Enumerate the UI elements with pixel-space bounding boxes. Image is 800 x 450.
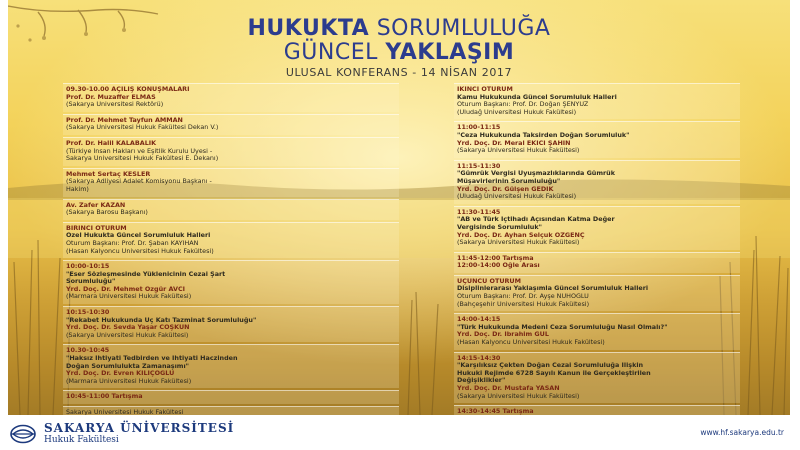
program-line: Av. Zafer KAZAN bbox=[66, 201, 126, 209]
program-line: 10:00-10:15 bbox=[66, 263, 110, 271]
program-line: Oturum Başkanı: Prof. Dr. Doğan ŞENYÜZ bbox=[457, 101, 589, 109]
conference-subtitle: ULUSAL KONFERANS - 14 NİSAN 2017 bbox=[285, 66, 513, 79]
program-line: 14:00-14:15 bbox=[457, 316, 501, 324]
program-line: 09.30-10.00 AÇILIŞ KONUŞMALARI bbox=[66, 86, 190, 93]
program-line: Yrd. Doç. Dr. Ayhan Selçuk ÖZGENÇ bbox=[457, 231, 585, 239]
program-block bbox=[63, 168, 399, 197]
program-block bbox=[63, 260, 399, 304]
program-block bbox=[454, 352, 740, 404]
program-block bbox=[454, 275, 740, 311]
title-word-sorumluluga: SORUMLULUĞA bbox=[369, 16, 551, 41]
program-line: ÜÇÜNCÜ OTURUM bbox=[457, 277, 521, 285]
program-right-column bbox=[454, 83, 740, 415]
program-block bbox=[63, 199, 399, 220]
program-line: Prof. Dr. Mehmet Tayfun AMMAN bbox=[66, 116, 183, 124]
program-line: "Ceza Hukukunda Taksirden Doğan Sorumluluk" bbox=[457, 131, 630, 139]
program-line: (Sakarya Üniversitesi Hukuk Fakültesi) bbox=[66, 331, 189, 339]
program-line: Yrd. Doç. Dr. Meral EKİCİ ŞAHİN bbox=[457, 139, 571, 147]
program-line: (Sakarya Adliyesi Adalet Komisyonu Başkanı - bbox=[66, 178, 212, 186]
program-line: Hukuki Rejimde 6728 Sayılı Kanun ile Gerçekleştirilen bbox=[457, 369, 651, 377]
program-line: Özel Hukukta Güncel Sorumluluk Halleri bbox=[66, 232, 211, 240]
program-block bbox=[454, 313, 740, 349]
program-line: 11:30-11:45 bbox=[457, 208, 501, 216]
program-line: (Uludağ Üniversitesi Hukuk Fakültesi) bbox=[457, 193, 577, 201]
program-block bbox=[63, 222, 399, 258]
program-line: Müşavirlerinin Sorumluluğu" bbox=[457, 177, 561, 185]
program-line: (Marmara Üniversitesi Hukuk Fakültesi) bbox=[66, 377, 192, 385]
program-line: (Marmara Üniversitesi Hukuk Fakültesi) bbox=[66, 293, 192, 301]
program-block bbox=[63, 390, 399, 404]
program-block bbox=[63, 114, 399, 135]
program-line: (Sakarya Üniversitesi Hukuk Fakültesi) bbox=[457, 147, 580, 155]
program-line: 14:30-14:45 Tartışma bbox=[457, 408, 534, 415]
program-line: Değişiklikler" bbox=[457, 377, 506, 385]
program-line: 10:45-11:00 Tartışma bbox=[66, 393, 143, 401]
program-line: 11:45-12:00 Tartışma bbox=[457, 254, 534, 262]
program-line: Yrd. Doç. Dr. Mustafa YASAN bbox=[457, 385, 560, 392]
program-line: Oturum Başkanı: Prof. Dr. Şaban KAYIHAN bbox=[66, 239, 199, 247]
program-line: 14:15-14:30 bbox=[457, 354, 501, 362]
program-line: İKİNCİ OTURUM bbox=[457, 86, 513, 93]
program-line: (Hasan Kalyoncu Üniversitesi Hukuk Fakültesi) bbox=[66, 247, 214, 255]
program-line: "Haksız İhtiyati Tedbirden ve İhtiyati Haczinden bbox=[66, 355, 238, 363]
program-line: (Hasan Kalyoncu Üniversitesi Hukuk Fakültesi) bbox=[457, 339, 605, 347]
program-line: Hakim) bbox=[66, 185, 89, 193]
program-line: Yrd. Doç. Dr. Sevda Yaşar COŞKUN bbox=[66, 324, 190, 332]
program-line: (Sakarya Üniversitesi Hukuk Fakültesi) bbox=[457, 239, 580, 247]
poster-title-line-1 bbox=[8, 16, 790, 41]
program-line: Vergisinde Sorumluluk" bbox=[457, 223, 542, 231]
website-link[interactable]: www.hf.sakarya.edu.tr bbox=[700, 428, 784, 437]
program-line: (Sakarya Üniversitesi Rektörü) bbox=[66, 101, 164, 109]
program-block bbox=[454, 83, 740, 119]
program-line: "Eser Sözleşmesinde Yüklenicinin Cezai Şart bbox=[66, 270, 226, 278]
program-block bbox=[454, 160, 740, 204]
program-left-column bbox=[63, 83, 399, 415]
program-line: (Uludağ Üniversitesi Hukuk Fakültesi) bbox=[457, 108, 577, 116]
program-line: "Türk Hukukunda Medeni Ceza Sorumluluğu Nasıl Olmalı?" bbox=[457, 323, 668, 331]
program-line: (Sakarya Barosu Başkanı) bbox=[66, 209, 148, 217]
program-block bbox=[63, 344, 399, 388]
program-line: Prof. Dr. Muzaffer ELMAS bbox=[66, 93, 156, 101]
program-line: (Türkiye İnsan Hakları ve Eşitlik Kurulu Üyesi - bbox=[66, 147, 213, 155]
program-line: Mehmet Sertaç KESLER bbox=[66, 170, 151, 178]
program-block bbox=[454, 405, 740, 415]
program-line: Yrd. Doç. Dr. Evren KILIÇOĞLU bbox=[66, 370, 175, 378]
title-word-yaklasim: YAKLAŞIM bbox=[385, 40, 515, 65]
program-block bbox=[63, 83, 399, 112]
program-line: Sakarya Üniversitesi Hukuk Fakültesi bbox=[66, 409, 184, 415]
program-line: Sakarya Üniversitesi Hukuk Fakültesi E. Dekanı) bbox=[66, 155, 219, 163]
program-line: Disiplinlerarası Yaklaşımla Güncel Sorumluluk Halleri bbox=[457, 285, 649, 293]
program-block bbox=[63, 137, 399, 166]
faculty-name: Hukuk Fakültesi bbox=[44, 435, 119, 445]
program-line: 10:15-10:30 bbox=[66, 309, 110, 317]
university-name: SAKARYA ÜNİVERSİTESİ bbox=[44, 421, 235, 435]
program-line: "Rekabet Hukukunda Üç Katı Tazminat Sorumluluğu" bbox=[66, 316, 257, 324]
program-line: "AB ve Türk İçtihadı Açısından Katma Değer bbox=[457, 216, 615, 224]
program-line: "Karşılıksız Çekten Doğan Cezai Sorumluluğa İlişkin bbox=[457, 362, 644, 370]
program-line: 11:00-11:15 bbox=[457, 124, 501, 132]
conference-poster bbox=[8, 0, 790, 415]
poster-title-line-2 bbox=[8, 40, 790, 65]
program-line: (Sakarya Üniversitesi Hukuk Fakültesi Dekan V.) bbox=[66, 124, 219, 132]
program-line: Oturum Başkanı: Prof. Dr. Ayşe NUHOĞLU bbox=[457, 293, 589, 301]
program-line: (Sakarya Üniversitesi Hukuk Fakültesi) bbox=[457, 392, 580, 400]
program-block bbox=[454, 252, 740, 273]
program-block bbox=[454, 121, 740, 157]
university-logo-icon bbox=[10, 424, 36, 444]
program-line: Sorumluluğu" bbox=[66, 278, 116, 286]
program-line: Yrd. Doç. Dr. Gülşen GEDİK bbox=[457, 185, 554, 193]
program-line: Yrd. Doç. Dr. Mehmet Özgür AVCI bbox=[66, 285, 186, 293]
program-line: "Gümrük Vergisi Uyuşmazlıklarında Gümrük bbox=[457, 170, 615, 178]
program-block bbox=[63, 306, 399, 342]
program-line: BİRİNCİ OTURUM bbox=[66, 224, 127, 232]
program-block bbox=[63, 406, 399, 415]
program-line: 11:15-11:30 bbox=[457, 162, 501, 170]
program-line: Doğan Sorumlulukta Zamanaşımı" bbox=[66, 362, 189, 370]
title-word-guncel: GÜNCEL bbox=[283, 40, 386, 65]
program-line: (Bahçeşehir Üniversitesi Hukuk Fakültesi) bbox=[457, 300, 590, 308]
program-line: 10.30-10:45 bbox=[66, 347, 110, 355]
program-line: 12:00-14:00 Öğle Arası bbox=[457, 262, 540, 270]
title-word-hukukta: HUKUKTA bbox=[247, 16, 370, 41]
program-line: Yrd. Doç. Dr. İbrahim GÜL bbox=[457, 331, 549, 339]
program-line: Kamu Hukukunda Güncel Sorumluluk Halleri bbox=[457, 93, 617, 101]
program-block bbox=[454, 206, 740, 250]
program-line: Prof. Dr. Halil KALABALIK bbox=[66, 139, 157, 147]
